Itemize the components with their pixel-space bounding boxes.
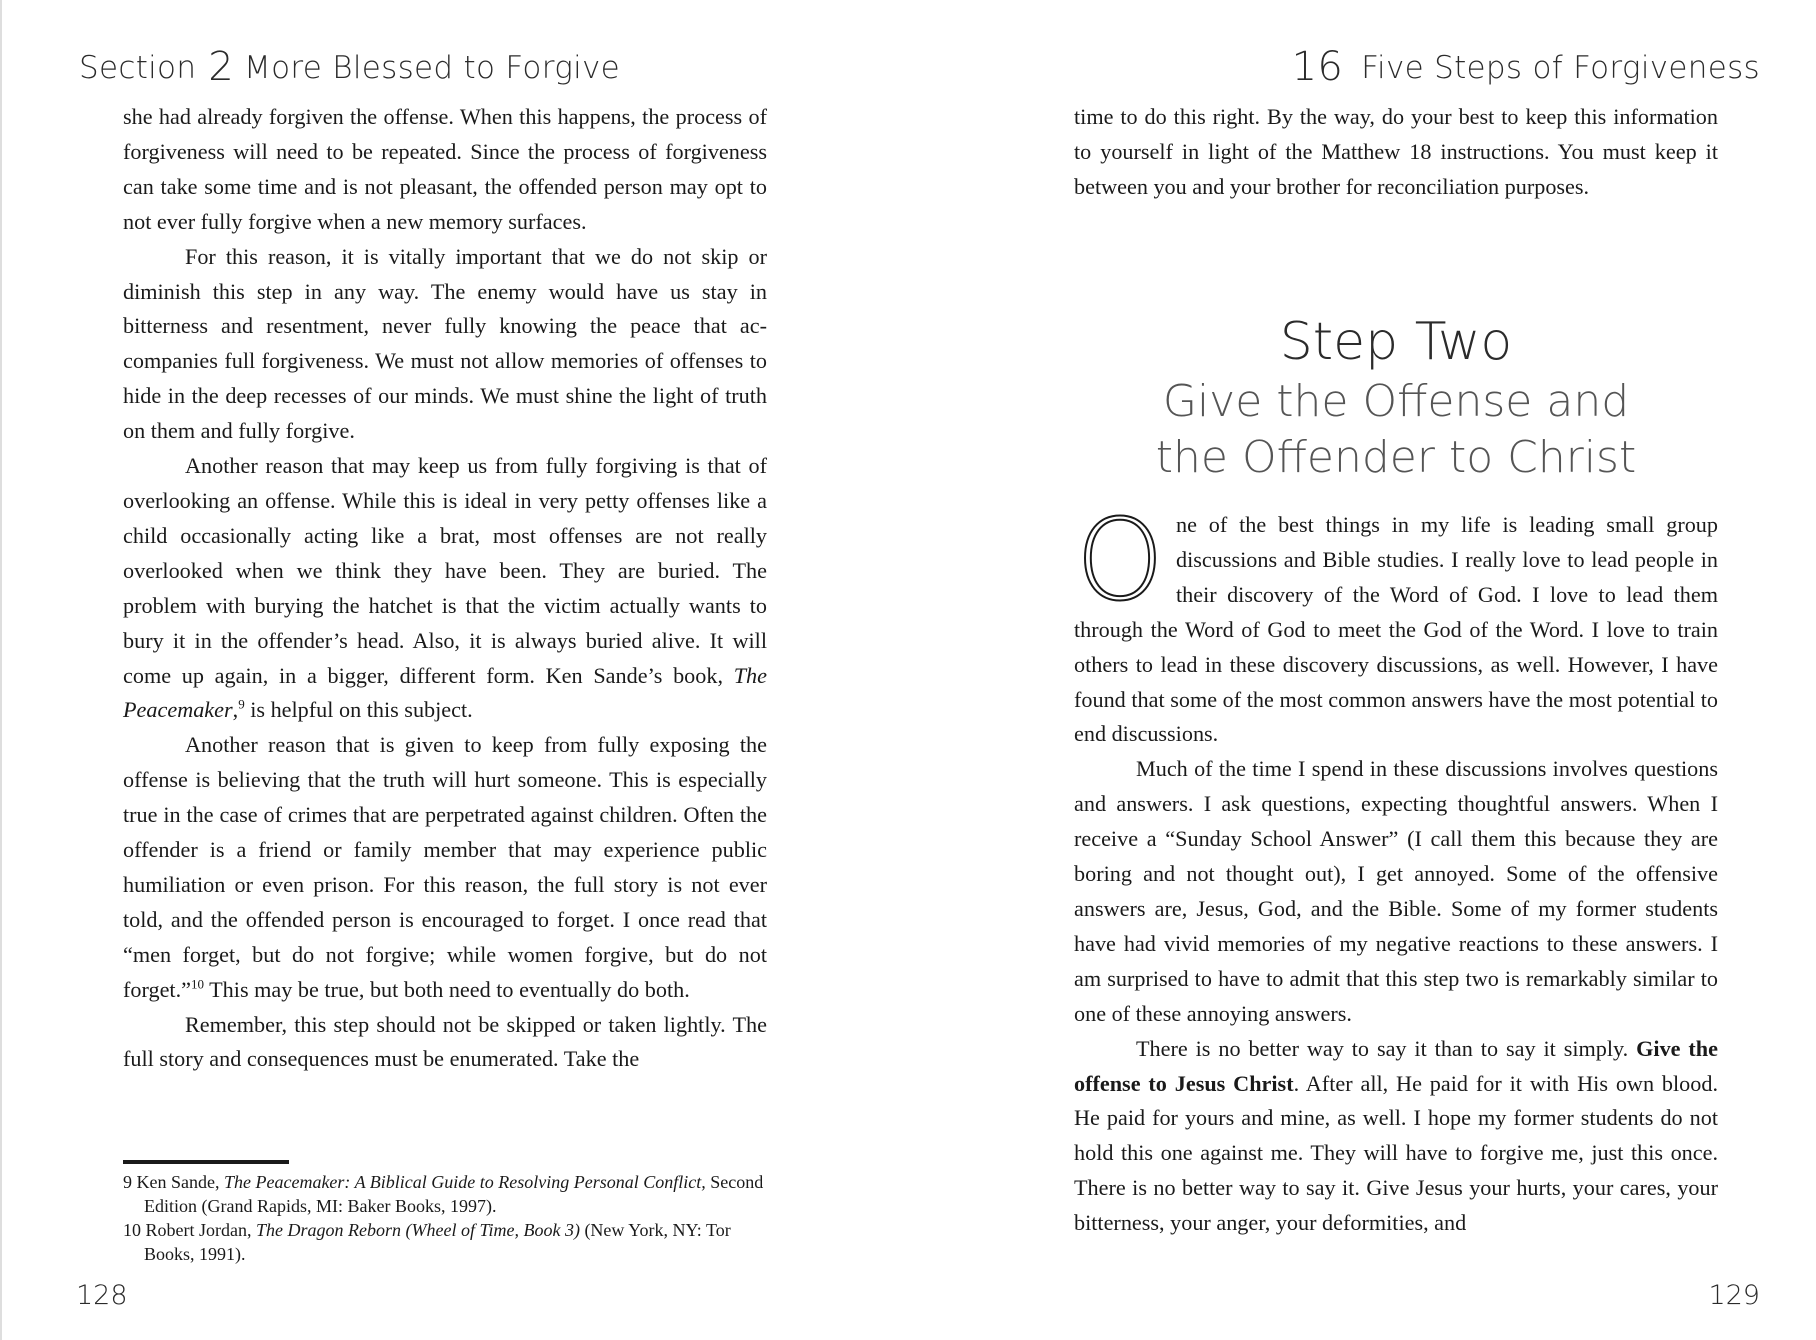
- step-heading: [1074, 310, 1718, 486]
- paragraph-continued: time to do this right. By the way, do your best to keep this information to yourself in light of the Matthew 18 instructions. You must keep it between you and your brother for reconciliation purposes.: [1074, 104, 1718, 199]
- section-title: More Blessed to Forgive: [244, 50, 621, 86]
- paragraph: [123, 449, 767, 728]
- right-body-text: [1074, 496, 1718, 1241]
- footnote-number: 9: [123, 1172, 132, 1192]
- drop-cap: O: [1075, 496, 1165, 626]
- footnote-9: [123, 1170, 767, 1218]
- paragraph-continued: she had already forgiven the offense. When this happens, the process of forgiveness will need to be repeated. Since the process of forgiveness can take some time and is not pleasant, the offended person may opt to not ever fully forgive when a new memory surfaces.: [123, 104, 767, 234]
- footnote-10: [123, 1218, 767, 1266]
- right-running-head: [1292, 42, 1760, 88]
- step-title: Step Two: [1279, 312, 1513, 372]
- chapter-number: 16: [1291, 44, 1344, 90]
- footnote-title: The Peacemaker: A Biblical Guide to Resolving Personal Conflict,: [223, 1172, 706, 1192]
- paragraph: Much of the time I spend in these discussions involves questions and answers. I ask questions, expecting thoughtful answers. When I receive a “Sunday School Answer” (I call them this because they are boring and not thought out), I get annoyed. Some of the offensive answers are, Jesus, God, and the Bible. Some of my former students have had vivid memories of my negative reactions to these answers. I am surprised to have to admit that this step two is remarkably similar to one of these annoying answers.: [1074, 756, 1718, 1026]
- footnote-author: Robert Jordan,: [145, 1220, 252, 1240]
- book-title-italic: The Peacemaker: [123, 662, 767, 723]
- footnote-publication: (New York, NY: Tor Books, 1991).: [144, 1220, 731, 1264]
- opening-paragraph: [1074, 496, 1718, 752]
- right-continuation-text: [1074, 100, 1718, 205]
- step-subtitle-line-1: Give the Offense and: [1162, 376, 1630, 427]
- footnote-ref-9[interactable]: 9: [238, 697, 245, 713]
- right-page: [908, 0, 1816, 1340]
- footnote-publication: Second Edition (Grand Rapids, MI: Baker Books, 1997).: [144, 1172, 764, 1216]
- paragraph-text: There is no better way to say it than to say it simply.: [1136, 1035, 1637, 1061]
- paragraph-text: . After all, He paid for it with His own blood. He paid for yours and mine, as well. I hope my former students do not hold this one against me. They will have to forgive me, just this once. There is no better way to say it. Give Jesus your hurts, your cares, your bitterness, your anger, your deformities, and: [1074, 1070, 1718, 1236]
- footnote-ref-10[interactable]: 10: [190, 976, 204, 992]
- section-label: Section: [79, 50, 197, 86]
- left-body-text: [123, 100, 767, 1077]
- footnotes: [123, 1170, 767, 1266]
- step-subtitle-line-2: the Offender to Christ: [1155, 432, 1637, 483]
- paragraph-text: ,: [232, 697, 239, 723]
- page-number-left: 128: [76, 1280, 128, 1311]
- chapter-title: Five Steps of Forgiveness: [1361, 50, 1760, 86]
- left-running-head: [79, 42, 620, 88]
- paragraph-text: is helpful on this subject.: [244, 697, 473, 723]
- paragraph-text: This may be true, but both need to eventually do both.: [203, 976, 690, 1002]
- footnote-rule: [123, 1160, 289, 1164]
- page-number-right: 129: [1708, 1280, 1760, 1311]
- paragraph-text: Another reason that is given to keep from fully exposing the offense is believing that the truth will hurt someone. This is especially true in the case of crimes that are perpetrated against children. Often the offender is a friend or family member that may experience public humiliation or even prison. For this reason, the full story is not ever told, and the offended person is encouraged to forget. I once read that “men forget, but do not forgive; while women forgive, but do not forget.”: [123, 732, 767, 1002]
- section-number: 2: [208, 44, 235, 90]
- footnote-title: The Dragon Reborn (Wheel of Time, Book 3): [255, 1220, 580, 1240]
- footnote-author: Ken Sande,: [136, 1172, 220, 1192]
- emphasis-bold: Give the offense to Jesus Christ: [1074, 1035, 1718, 1096]
- paragraph: [1074, 1032, 1718, 1241]
- paragraph: Remember, this step should not be skipped or taken lightly. The full story and consequences must be enumerated. Take the: [123, 1011, 767, 1072]
- paragraph: [123, 728, 767, 1007]
- paragraph-text: Another reason that may keep us from fully forgiving is that of overlooking an offense. While this is ideal in very petty offenses like a child occasionally acting like a brat, most offenses are not really overlooked when we think they have been. They are buried. The problem with burying the hatchet is that the victim actually wants to bury it in the offender’s head. Also, it is always buried alive. It will come up again, in a bigger, different form. Ken Sande’s book,: [123, 453, 767, 688]
- paragraph: For this reason, it is vitally important that we do not skip or diminish this step in any way. The enemy would have us stay in bitterness and resentment, never fully knowing the peace that accompanies full forgiveness. We must not allow memories of offenses to hide in the deep recesses of our minds. We must shine the light of truth on them and fully forgive.: [123, 243, 767, 444]
- paragraph-text: ne of the best things in my life is leading small group discussions and Bible studies. I really love to lead people in their discovery of the Word of God. I love to lead them through the Word of God to meet the God of the Word. I love to train others to lead in these discovery discussions, as well. However, I have found that some of the most common answers have the most potential to end discussions.: [1074, 512, 1718, 747]
- footnote-number: 10: [123, 1220, 141, 1240]
